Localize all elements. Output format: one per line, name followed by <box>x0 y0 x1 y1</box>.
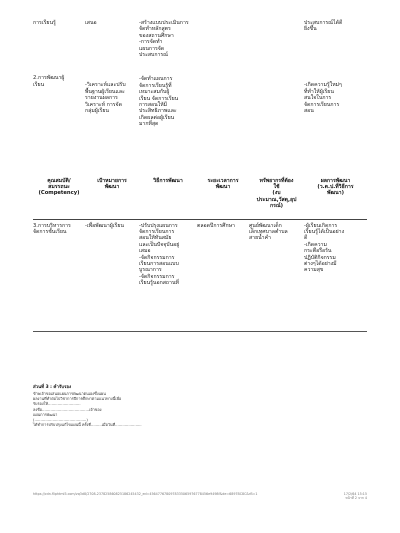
resources-cell <box>249 20 304 58</box>
table-row <box>33 219 367 331</box>
table-row <box>33 20 367 58</box>
header-competency: คุณสมบัติ/ สมรรถนะ (Competency) <box>33 178 85 219</box>
header-method: วิธีการพัฒนา <box>139 178 197 219</box>
method-cell: -สร้างแบบประเมินการ จัดทำหลักสูตร ของสถานศึกษา -การจัดทำ แผนการจัด ประสบการณ์ <box>139 20 189 59</box>
goal-cell: เสนอ <box>85 20 97 26</box>
plan-table-continuation <box>33 20 367 128</box>
footer-page-stamp: 17/2/64 15:15 หน้าที่ 2 จาก 4 <box>343 492 367 500</box>
table-header-row <box>33 178 367 219</box>
certification-section <box>33 385 173 427</box>
result-cell: -เกิดความรู้ใหม่ๆ ที่ทำให้ผู้เรียน สนใจในการ จัดการเรียนการ สอน <box>304 82 342 115</box>
header-resources: ทรัพยากรที่ต้อง ใช้ (งบ ประมาณ,วัสดุ,อุป กรณ์) <box>249 178 304 219</box>
resources-cell <box>249 58 304 127</box>
table-row <box>33 58 367 127</box>
print-footer <box>33 492 367 504</box>
duration-cell <box>197 58 249 127</box>
result-cell: ประสบการณ์ได้ดี ยิ่งขึ้น <box>304 20 343 33</box>
competency-cell: 2.การพัฒนาผู้ เรียน <box>33 75 65 88</box>
certification-text: ข้าพเจ้าขอเสนอแผนการพัฒนาตนเองซึ่งแผน ผลงานที่ทำต่อไปวิชาการปีการศึกษาตามแนวทางนี้เพื่อ รับรองให้........................... ลงชื่อ.......................................เจ้าของ แผนการพัฒนา (...........................................) ได้ทำการปรับปรุงแก้ไขแผนนี้ ครั้งที่.........เมื่อวันที่...................... <box>33 391 142 428</box>
header-duration: ระยะเวลาการ พัฒนา <box>197 178 249 219</box>
footer-url: https://cdn.fliphtml5.com/vq3d8/2708-237825860825186245432_ed=4564776780978335065976778456e9498f&de=6897BC8C&rB=1 <box>33 492 258 496</box>
goal-cell: -วิเคราะห์และปรับ พื้นฐานผู้เรียนและ รายงานผลการ วิเคราะห์ การจัด กลุ่มผู้เรียน <box>85 82 126 115</box>
resources-cell: ศูนย์พัฒนาเด็ก เล็กเทศบาลตำบล สายน้ำคำ <box>249 222 288 242</box>
method-cell: -ปรับปรุงแผนการ จัดการเรียนการ สอนให้ทันสมัย และเป็นปัจจุบันอยู่ เสมอ -จัดกิจกรรมการ เรียนการสอนแบบ บูรณาการ -จัดกิจกรรมการ เรียนรู้นอกสถานที่ <box>139 222 180 287</box>
result-cell: -ผู้เรียนเกิดการ เรียนรู้ได้เป็นอย่าง ดี -เกิดความ กระตือรือร้น ปฏิบัติกิจกรรม ต่างๆได้อย่างมี ความสุข <box>304 222 345 274</box>
certification-title: ส่วนที่ 3 : คำรับรอง <box>33 385 72 390</box>
plan-table <box>33 178 367 331</box>
method-cell: -จัดทำแผนการ จัดการเรียนรู้ที่ เหมาะสมกับผู้ เรียน จัดการเรียน การสอนให้มี ประสิทธิภาพและ เกิดผลต่อผู้เรียน มากที่สุด <box>139 76 179 128</box>
duration-cell: ตลอดปีการศึกษา <box>197 222 235 229</box>
competency-cell: 3.การบริหารการ จัดการชั้นเรียน <box>33 222 71 235</box>
header-goal: เป้าหมายการ พัฒนา <box>85 178 139 219</box>
header-result: ผลการพัฒนา (ว.ต.ป.ที่วิธีการ พัฒนา) <box>304 178 367 219</box>
table-bottom-rule <box>33 331 367 332</box>
duration-cell <box>197 20 249 58</box>
goal-cell: -เพื่อพัฒนาผู้เรียน <box>85 222 124 229</box>
competency-cell: การเรียนรู้ <box>33 20 56 26</box>
